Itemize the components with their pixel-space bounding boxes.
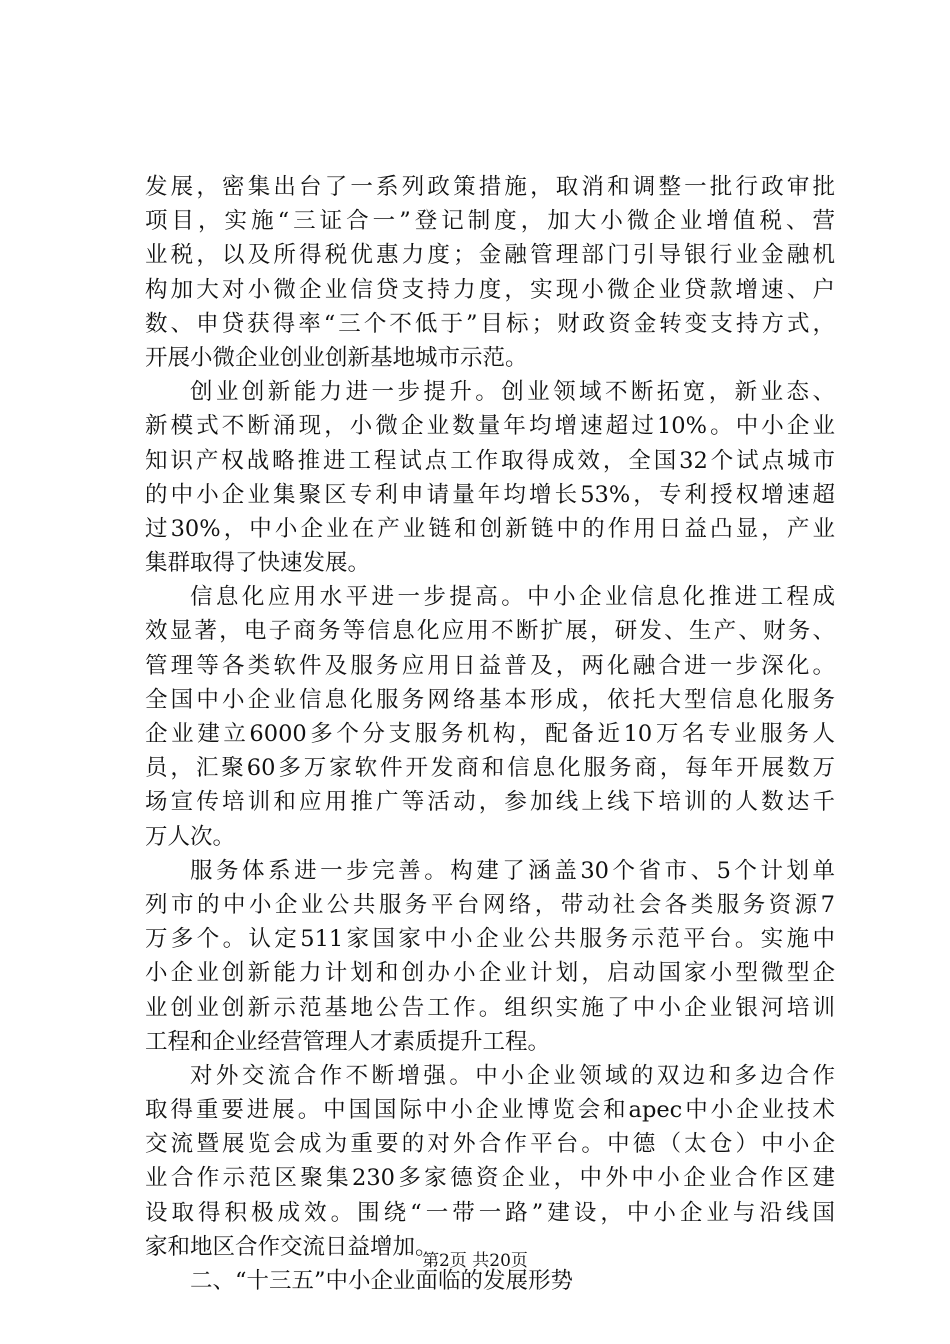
text-line: 对外交流合作不断增强。中小企业领域的双边和多边合作 xyxy=(190,1062,835,1089)
paragraph-service-system xyxy=(145,854,835,1059)
text-line: 业合作示范区聚集230多家德资企业，中外中小企业合作区建 xyxy=(145,1165,835,1192)
text-line: 工程和企业经营管理人才素质提升工程。 xyxy=(145,1028,551,1055)
text-line: 过30%，中小企业在产业链和创新链中的作用日益凸显，产业 xyxy=(145,515,835,542)
text-line: 开展小微企业创业创新基地城市示范。 xyxy=(145,344,528,371)
text-line: 家和地区合作交流日益增加。 xyxy=(145,1233,438,1260)
paragraph-policy xyxy=(145,170,835,375)
text-line: 取得重要进展。中国国际中小企业博览会和apec中小企业技术 xyxy=(145,1097,835,1124)
text-line: 企业建立6000多个分支服务机构，配备近10万名专业服务人 xyxy=(145,721,835,747)
page-footer: 第2页 共20页 xyxy=(422,1251,528,1271)
text-line: 业税，以及所得税优惠力度；金融管理部门引导银行业金融机 xyxy=(145,242,835,269)
text-line: 效显著，电子商务等信息化应用不断扩展，研发、生产、财务、 xyxy=(145,618,835,645)
text-line: 信息化应用水平进一步提高。中小企业信息化推进工程成 xyxy=(190,584,835,611)
text-line: 集群取得了快速发展。 xyxy=(145,550,371,577)
text-line: 创业创新能力进一步提升。创业领域不断拓宽，新业态、 xyxy=(190,379,835,406)
text-line: 设取得积极成效。围绕“一带一路”建设，中小企业与沿线国 xyxy=(145,1199,835,1226)
paragraph-informatization xyxy=(145,580,835,854)
text-line: 员，汇聚60多万家软件开发商和信息化服务商，每年开展数万 xyxy=(145,755,835,782)
document-body xyxy=(145,170,835,1298)
text-line: 项目，实施“三证合一”登记制度，加大小微企业增值税、营 xyxy=(145,208,835,235)
text-line: 新模式不断涌现，小微企业数量年均增速超过10%。中小企业 xyxy=(145,413,835,440)
text-line: 构加大对小微企业信贷支持力度，实现小微企业贷款增速、户 xyxy=(145,276,835,303)
text-line: 服务体系进一步完善。构建了涵盖30个省市、5个计划单 xyxy=(190,857,835,884)
paragraph-cooperation xyxy=(145,1059,835,1264)
text-line: 数、申贷获得率“三个不低于”目标；财政资金转变支持方式， xyxy=(145,310,835,337)
text-line: 万多个。认定511家国家中小企业公共服务示范平台。实施中 xyxy=(145,926,835,953)
text-line: 万人次。 xyxy=(145,823,236,850)
text-line: 场宣传培训和应用推广等活动，参加线上线下培训的人数达千 xyxy=(145,789,835,816)
text-line: 的中小企业集聚区专利申请量年均增长53%，专利授权增速超 xyxy=(145,481,835,508)
text-line: 业创业创新示范基地公告工作。组织实施了中小企业银河培训 xyxy=(145,994,835,1021)
text-line: 全国中小企业信息化服务网络基本形成，依托大型信息化服务 xyxy=(145,686,835,713)
paragraph-innovation xyxy=(145,375,835,580)
text-line: 列市的中小企业公共服务平台网络，带动社会各类服务资源7 xyxy=(145,891,835,918)
text-line: 发展，密集出台了一系列政策措施，取消和调整一批行政审批 xyxy=(145,174,835,200)
text-line: 小企业创新能力计划和创办小企业计划，启动国家小型微型企 xyxy=(145,960,835,987)
text-line: 知识产权战略推进工程试点工作取得成效，全国32个试点城市 xyxy=(145,447,835,474)
heading-line: 二、“十三五”中小企业面临的发展形势 xyxy=(190,1268,574,1294)
text-line: 交流暨展览会成为重要的对外合作平台。中德（太仓）中小企 xyxy=(145,1131,835,1158)
text-line: 管理等各类软件及服务应用日益普及，两化融合进一步深化。 xyxy=(145,652,835,679)
